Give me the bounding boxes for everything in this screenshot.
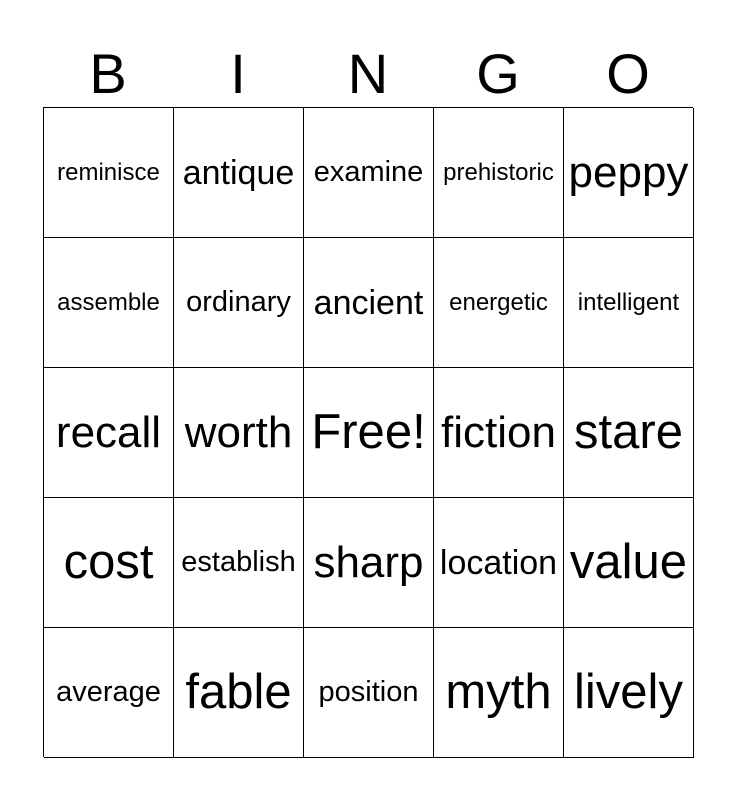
- bingo-cell[interactable]: stare: [564, 368, 694, 498]
- header-letter-o: O: [606, 42, 650, 105]
- bingo-cell[interactable]: energetic: [434, 238, 564, 368]
- bingo-cell[interactable]: value: [564, 498, 694, 628]
- bingo-cell[interactable]: ancient: [304, 238, 434, 368]
- bingo-cell[interactable]: assemble: [44, 238, 174, 368]
- bingo-cell[interactable]: recall: [44, 368, 174, 498]
- bingo-cell[interactable]: reminisce: [44, 108, 174, 238]
- bingo-cell[interactable]: examine: [304, 108, 434, 238]
- bingo-board: [43, 107, 693, 757]
- bingo-cell[interactable]: ordinary: [174, 238, 304, 368]
- header-letter-i: I: [230, 42, 246, 105]
- free-space-cell[interactable]: Free!: [304, 368, 434, 498]
- bingo-cell[interactable]: position: [304, 628, 434, 758]
- bingo-cell[interactable]: cost: [44, 498, 174, 628]
- bingo-cell[interactable]: average: [44, 628, 174, 758]
- header-letter-g: G: [476, 42, 520, 105]
- bingo-cell[interactable]: prehistoric: [434, 108, 564, 238]
- bingo-cell[interactable]: establish: [174, 498, 304, 628]
- bingo-cell[interactable]: fable: [174, 628, 304, 758]
- bingo-cell[interactable]: lively: [564, 628, 694, 758]
- bingo-cell[interactable]: myth: [434, 628, 564, 758]
- header-letter-b: B: [89, 42, 127, 105]
- header-letter-n: N: [347, 42, 389, 105]
- bingo-cell[interactable]: intelligent: [564, 238, 694, 368]
- bingo-cell[interactable]: peppy: [564, 108, 694, 238]
- bingo-cell[interactable]: antique: [174, 108, 304, 238]
- bingo-cell[interactable]: location: [434, 498, 564, 628]
- bingo-cell[interactable]: worth: [174, 368, 304, 498]
- bingo-cell[interactable]: sharp: [304, 498, 434, 628]
- bingo-cell[interactable]: fiction: [434, 368, 564, 498]
- bingo-header: [43, 40, 693, 108]
